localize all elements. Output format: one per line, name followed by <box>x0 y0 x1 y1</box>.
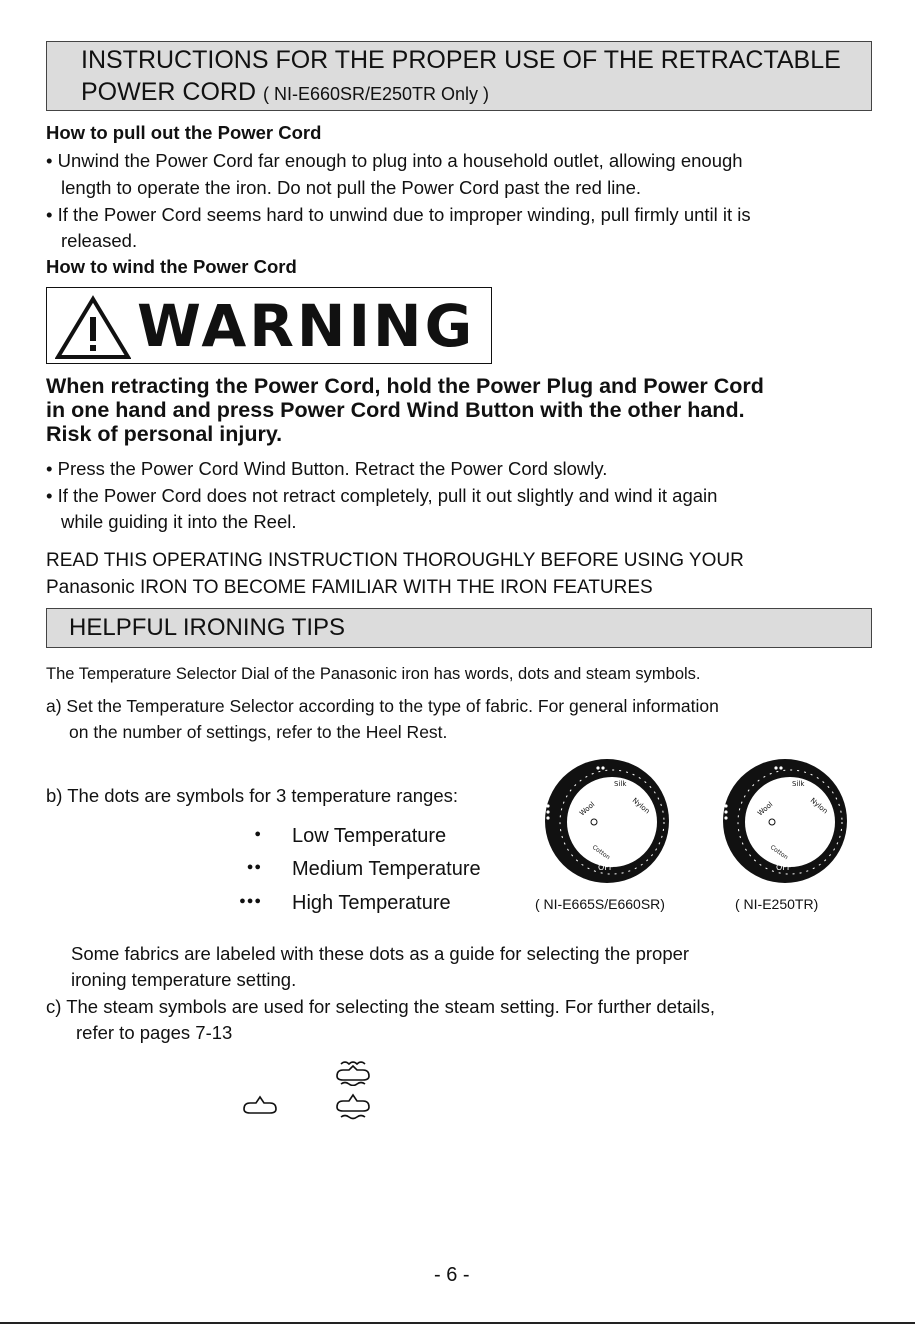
tips-a-line1: a) Set the Temperature Selector according to the type of fabric. For general information <box>46 696 719 716</box>
high-temp-label: High Temperature <box>292 892 451 914</box>
page-number: - 6 - <box>434 1264 470 1286</box>
cord-section-title-line1: INSTRUCTIONS FOR THE PROPER USE OF THE RETRACTABLE <box>81 46 841 74</box>
svg-text:Cotton: Cotton <box>768 843 790 862</box>
svg-text:OFF: OFF <box>776 863 792 872</box>
warning-line2: in one hand and press Power Cord Wind Button with the other hand. <box>46 398 745 422</box>
warning-box <box>46 287 492 364</box>
medium-temp-label: Medium Temperature <box>292 858 481 880</box>
steam-medium-icon <box>333 1093 373 1123</box>
svg-text:Cotton: Cotton <box>590 843 612 862</box>
medium-temp-dots: ●● <box>246 861 262 873</box>
tips-note-line1: Some fabrics are labeled with these dots as a guide for selecting the proper <box>71 943 690 964</box>
pull-out-bullet2-line2: released. <box>61 230 138 251</box>
wind-bullet2-line2: while guiding it into the Reel. <box>61 511 297 532</box>
read-notice-line2: Panasonic IRON TO BECOME FAMILIAR WITH THE IRON FEATURES <box>46 577 653 598</box>
tips-c-line1: c) The steam symbols are used for selecting the steam setting. For further details, <box>46 996 716 1017</box>
steam-high-icon <box>333 1058 373 1086</box>
read-notice-line1: READ THIS OPERATING INSTRUCTION THOROUGHLY BEFORE USING YOUR <box>46 550 744 571</box>
svg-text:Silk: Silk <box>614 780 627 788</box>
warning-line1: When retracting the Power Cord, hold the Power Plug and Power Cord <box>46 374 764 398</box>
wind-heading: How to wind the Power Cord <box>46 256 297 277</box>
cord-section-banner <box>46 41 872 111</box>
warning-triangle-icon <box>55 295 131 361</box>
high-temp-dots: ●●● <box>239 895 262 907</box>
wind-bullet2-line1: • If the Power Cord does not retract completely, pull it out slightly and wind it again <box>46 485 718 506</box>
svg-text:Nylon: Nylon <box>808 796 830 816</box>
pull-out-bullet2-line1: • If the Power Cord seems hard to unwind due to improper winding, pull firmly until it is <box>46 204 751 225</box>
warning-word: WARNING <box>137 292 476 360</box>
tips-b-line: b) The dots are symbols for 3 temperature ranges: <box>46 785 458 806</box>
svg-text:OFF: OFF <box>598 863 614 872</box>
tips-a-line2: on the number of settings, refer to the Heel Rest. <box>69 722 448 742</box>
tips-title: HELPFUL IRONING TIPS <box>69 614 346 641</box>
wind-bullet1: • Press the Power Cord Wind Button. Retract the Power Cord slowly. <box>46 458 608 479</box>
low-temp-label: Low Temperature <box>292 825 447 847</box>
temperature-dial-icon-1 <box>532 756 682 886</box>
tips-c-line2: refer to pages 7-13 <box>76 1022 233 1043</box>
dial2-caption: ( NI-E250TR) <box>735 896 819 912</box>
cord-section-title-line2 <box>81 78 489 107</box>
low-temp-dots: ● <box>254 828 262 840</box>
pull-out-heading: How to pull out the Power Cord <box>46 122 322 143</box>
pull-out-bullet1-line2: length to operate the iron. Do not pull the Power Cord past the red line. <box>61 177 642 198</box>
cord-section-models: ( NI-E660SR/E250TR Only ) <box>262 84 490 104</box>
pull-out-bullet1-line1: • Unwind the Power Cord far enough to plug into a household outlet, allowing enough <box>46 150 743 171</box>
svg-text:Wool: Wool <box>578 800 597 818</box>
dial1-caption: ( NI-E665S/E660SR) <box>535 896 665 912</box>
warning-line3: Risk of personal injury. <box>46 422 283 446</box>
svg-text:Nylon: Nylon <box>630 796 652 816</box>
steam-low-icon <box>240 1093 280 1119</box>
temperature-dial-icon-2 <box>710 756 860 886</box>
tips-banner <box>46 608 872 648</box>
svg-text:Wool: Wool <box>756 800 775 818</box>
tips-intro: The Temperature Selector Dial of the Panasonic iron has words, dots and steam symbols. <box>46 665 701 683</box>
svg-text:Silk: Silk <box>792 780 805 788</box>
cord-section-title-text: POWER CORD <box>81 78 256 106</box>
tips-note-line2: ironing temperature setting. <box>71 969 297 990</box>
